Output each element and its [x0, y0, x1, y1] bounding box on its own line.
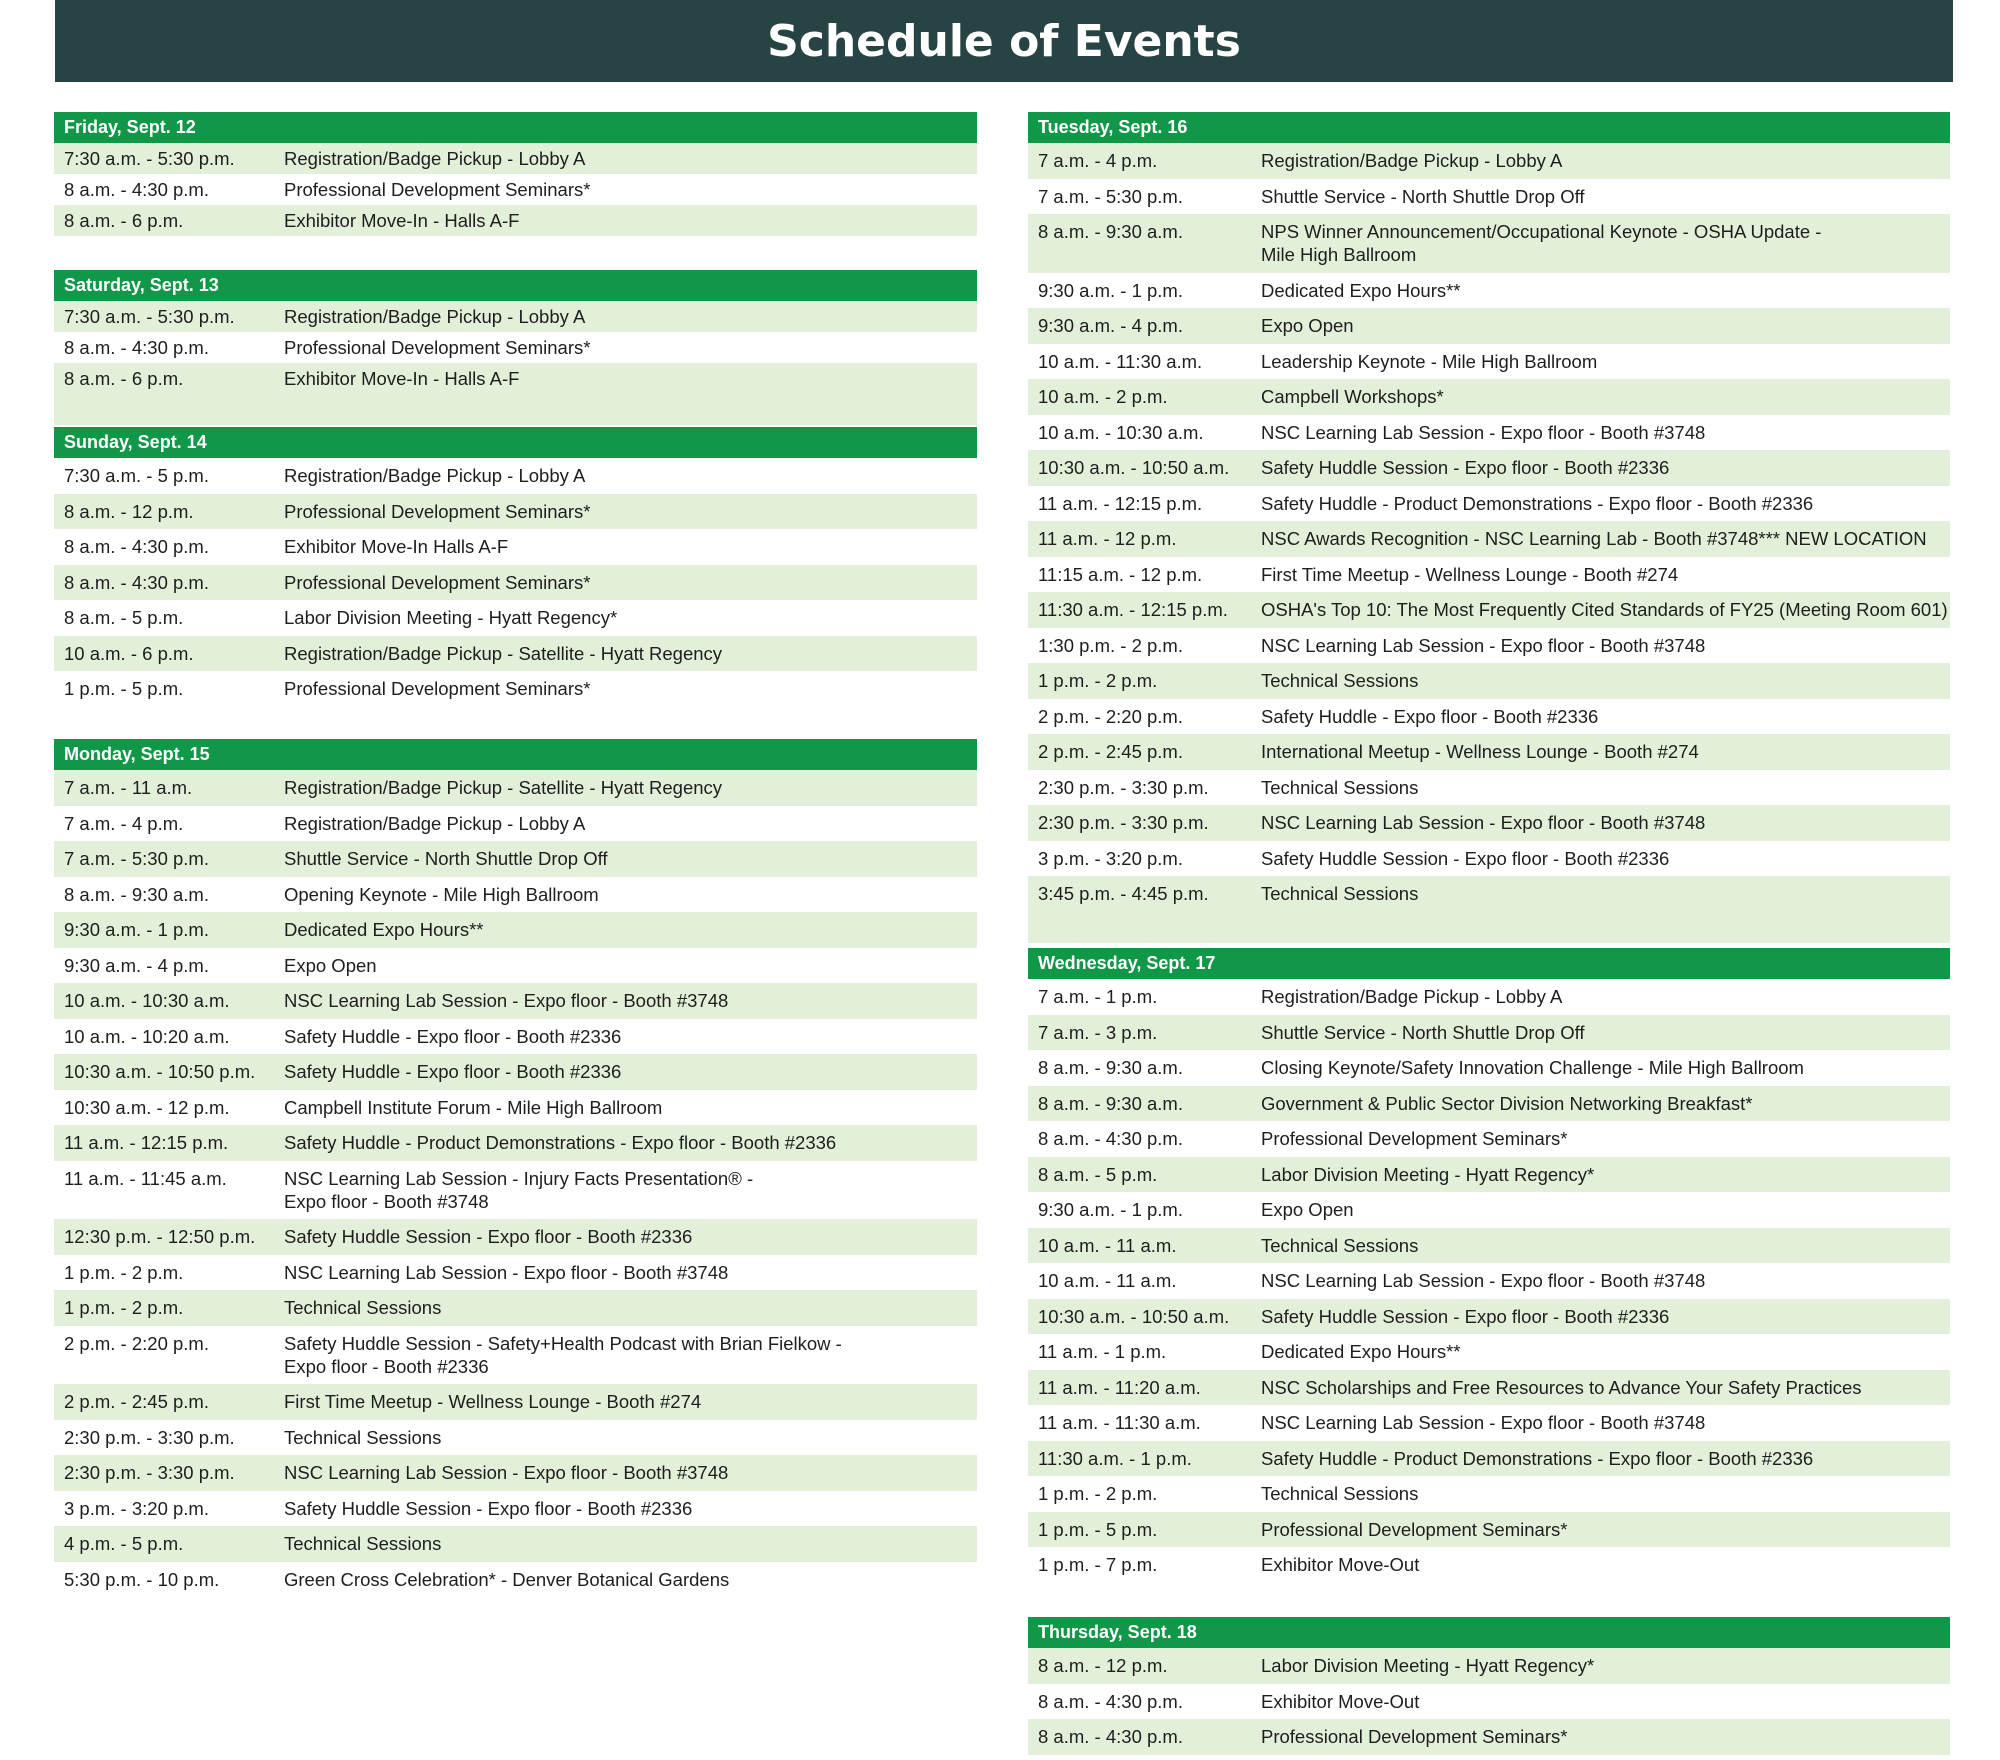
event-time: 10 a.m. - 11 a.m.: [1038, 1234, 1177, 1256]
event-time: 1 p.m. - 5 p.m.: [1038, 1518, 1158, 1540]
event-time: 2 p.m. - 2:45 p.m.: [64, 1391, 209, 1413]
schedule-row: [54, 332, 977, 363]
event-name: Technical Sessions: [284, 1297, 442, 1319]
schedule-row: [1028, 1476, 1950, 1512]
schedule-row: [54, 806, 977, 842]
event-time: 8 a.m. - 9:30 a.m.: [64, 883, 209, 905]
schedule-row: [54, 205, 977, 236]
event-name: Safety Huddle Session - Expo floor - Booth #2336: [1261, 847, 1670, 869]
schedule-row: [54, 494, 977, 530]
day-section: [1028, 948, 1950, 1583]
event-time: 1 p.m. - 2 p.m.: [64, 1297, 184, 1319]
event-time: 3 p.m. - 3:20 p.m.: [64, 1497, 209, 1519]
event-name: Shuttle Service - North Shuttle Drop Off: [1261, 1021, 1585, 1043]
event-name: Government & Public Sector Division Networking Breakfast*: [1261, 1092, 1753, 1114]
schedule-row: [54, 1562, 977, 1598]
event-time: 2 p.m. - 2:45 p.m.: [1038, 741, 1183, 763]
schedule-row: [1028, 379, 1950, 415]
schedule-row: [54, 1384, 977, 1420]
schedule-row: [1028, 344, 1950, 380]
schedule-row: [1028, 179, 1950, 215]
event-name: Exhibitor Move-In Halls A-F: [284, 536, 509, 558]
event-time: 11:30 a.m. - 1 p.m.: [1038, 1447, 1192, 1469]
event-time: 9:30 a.m. - 1 p.m.: [64, 919, 209, 941]
day-section: [54, 112, 977, 236]
event-time: 9:30 a.m. - 4 p.m.: [1038, 315, 1183, 337]
event-time: 10 a.m. - 2 p.m.: [1038, 386, 1168, 408]
event-time: 9:30 a.m. - 4 p.m.: [64, 954, 209, 976]
schedule-row: [1028, 1512, 1950, 1548]
schedule-row: [54, 174, 977, 205]
event-name: Safety Huddle - Product Demonstrations - Expo floor - Booth #2336: [1261, 1447, 1814, 1469]
schedule-row: [1028, 1228, 1950, 1264]
event-time: 11 a.m. - 12:15 p.m.: [1038, 492, 1203, 514]
event-time: 9:30 a.m. - 1 p.m.: [1038, 279, 1183, 301]
event-time: 2:30 p.m. - 3:30 p.m.: [64, 1462, 235, 1484]
schedule-row: [54, 565, 977, 601]
event-name: Leadership Keynote - Mile High Ballroom: [1261, 350, 1598, 372]
event-name: Technical Sessions: [1261, 670, 1419, 692]
event-name: Registration/Badge Pickup - Lobby A: [284, 465, 586, 487]
event-name: Labor Division Meeting - Hyatt Regency*: [1261, 1655, 1595, 1677]
schedule-row: [54, 841, 977, 877]
event-name: Registration/Badge Pickup - Lobby A: [1261, 150, 1563, 172]
schedule-row: [54, 770, 977, 806]
event-name: Professional Development Seminars*: [284, 571, 591, 593]
schedule-row: [1028, 1719, 1950, 1755]
schedule-row: [1028, 979, 1950, 1015]
event-time: 5:30 p.m. - 10 p.m.: [64, 1568, 220, 1590]
event-time: 7 a.m. - 5:30 p.m.: [1038, 185, 1183, 207]
schedule-row: [1028, 876, 1950, 912]
schedule-row: [1028, 521, 1950, 557]
event-name: Dedicated Expo Hours**: [284, 919, 484, 941]
event-name: Exhibitor Move-Out: [1261, 1554, 1420, 1576]
event-time: 7 a.m. - 4 p.m.: [64, 812, 184, 834]
event-name: NSC Learning Lab Session - Injury Facts Presentation® - Expo floor - Booth #3748: [284, 1167, 754, 1212]
event-time: 7 a.m. - 4 p.m.: [1038, 150, 1158, 172]
schedule-row: [54, 1219, 977, 1255]
schedule-row: [1028, 557, 1950, 593]
event-time: 10:30 a.m. - 10:50 a.m.: [1038, 1305, 1230, 1327]
event-time: 10 a.m. - 11:30 a.m.: [1038, 350, 1203, 372]
event-time: 7 a.m. - 1 p.m.: [1038, 986, 1158, 1008]
event-name: NSC Learning Lab Session - Expo floor - Booth #3748: [1261, 812, 1706, 834]
schedule-row: [1028, 308, 1950, 344]
event-time: 8 a.m. - 12 p.m.: [1038, 1655, 1168, 1677]
event-time: 12:30 p.m. - 12:50 p.m.: [64, 1226, 256, 1248]
event-time: 3:45 p.m. - 4:45 p.m.: [1038, 883, 1209, 905]
event-name: Exhibitor Move-In - Halls A-F: [284, 368, 520, 389]
event-time: 8 a.m. - 4:30 p.m.: [64, 179, 209, 200]
day-section: [1028, 112, 1950, 943]
event-name: Safety Huddle Session - Safety+Health Podcast with Brian Fielkow - Expo floor - Booth #2336: [284, 1332, 842, 1377]
event-time: 11:30 a.m. - 12:15 p.m.: [1038, 599, 1228, 621]
event-time: 8 a.m. - 6 p.m.: [64, 368, 184, 389]
event-time: 1 p.m. - 5 p.m.: [64, 678, 184, 700]
event-name: Dedicated Expo Hours**: [1261, 279, 1461, 301]
event-name: Opening Keynote - Mile High Ballroom: [284, 883, 599, 905]
schedule-row: [54, 143, 977, 174]
event-time: 2:30 p.m. - 3:30 p.m.: [1038, 812, 1209, 834]
schedule-row: [54, 600, 977, 636]
event-time: 8 a.m. - 4:30 p.m.: [1038, 1690, 1183, 1712]
event-time: 7 a.m. - 5:30 p.m.: [64, 848, 209, 870]
event-name: Safety Huddle - Expo floor - Booth #2336: [284, 1025, 622, 1047]
event-name: Technical Sessions: [284, 1426, 442, 1448]
day-header: Sunday, Sept. 14: [54, 427, 977, 458]
event-name: Closing Keynote/Safety Innovation Challenge - Mile High Ballroom: [1261, 1057, 1804, 1079]
event-time: 2 p.m. - 2:20 p.m.: [64, 1332, 209, 1354]
schedule-row: [54, 983, 977, 1019]
event-time: 11:15 a.m. - 12 p.m.: [1038, 563, 1203, 585]
event-name: NSC Scholarships and Free Resources to Advance Your Safety Practices: [1261, 1376, 1862, 1398]
event-time: 8 a.m. - 4:30 p.m.: [1038, 1726, 1183, 1748]
schedule-row: [1028, 699, 1950, 735]
spacer-row: [1028, 912, 1950, 943]
schedule-row: [1028, 628, 1950, 664]
schedule-row: [1028, 734, 1950, 770]
schedule-row: [1028, 1121, 1950, 1157]
day-section: [1028, 1617, 1950, 1755]
schedule-row: [54, 1526, 977, 1562]
event-name: Registration/Badge Pickup - Lobby A: [284, 306, 586, 327]
schedule-row: [54, 1161, 977, 1220]
event-name: Technical Sessions: [1261, 883, 1419, 905]
event-time: 10 a.m. - 6 p.m.: [64, 642, 194, 664]
event-time: 1:30 p.m. - 2 p.m.: [1038, 634, 1183, 656]
schedule-row: [1028, 143, 1950, 179]
event-name: Safety Huddle Session - Expo floor - Booth #2336: [284, 1226, 693, 1248]
event-time: 8 a.m. - 6 p.m.: [64, 210, 184, 231]
event-name: Safety Huddle Session - Expo floor - Booth #2336: [284, 1497, 693, 1519]
schedule-row: [1028, 486, 1950, 522]
schedule-row: [54, 1326, 977, 1385]
event-time: 10 a.m. - 10:30 a.m.: [64, 990, 230, 1012]
event-name: Shuttle Service - North Shuttle Drop Off: [284, 848, 608, 870]
event-time: 10 a.m. - 11 a.m.: [1038, 1270, 1177, 1292]
event-name: Registration/Badge Pickup - Lobby A: [284, 148, 586, 169]
event-name: Green Cross Celebration* - Denver Botanical Gardens: [284, 1568, 730, 1590]
event-time: 1 p.m. - 7 p.m.: [1038, 1554, 1158, 1576]
event-time: 8 a.m. - 5 p.m.: [64, 607, 184, 629]
event-name: OSHA's Top 10: The Most Frequently Cited Standards of FY25 (Meeting Room 601): [1261, 599, 1948, 621]
schedule-row: [54, 1090, 977, 1126]
event-name: Safety Huddle Session - Expo floor - Booth #2336: [1261, 1305, 1670, 1327]
schedule-row: [1028, 1050, 1950, 1086]
schedule-row: [1028, 1334, 1950, 1370]
event-time: 11 a.m. - 11:30 a.m.: [1038, 1412, 1201, 1434]
event-name: NSC Learning Lab Session - Expo floor - Booth #3748: [1261, 421, 1706, 443]
schedule-row: [54, 1290, 977, 1326]
schedule-row: [54, 877, 977, 913]
event-name: Campbell Institute Forum - Mile High Ballroom: [284, 1096, 663, 1118]
event-time: 7:30 a.m. - 5 p.m.: [64, 465, 209, 487]
event-time: 2:30 p.m. - 3:30 p.m.: [1038, 776, 1209, 798]
event-name: Technical Sessions: [1261, 1483, 1419, 1505]
event-time: 10 a.m. - 10:20 a.m.: [64, 1025, 230, 1047]
event-time: 8 a.m. - 4:30 p.m.: [64, 337, 209, 358]
event-name: Technical Sessions: [1261, 1234, 1419, 1256]
schedule-row: [1028, 1648, 1950, 1684]
schedule-row: [54, 912, 977, 948]
schedule-row: [54, 1255, 977, 1291]
event-time: 4 p.m. - 5 p.m.: [64, 1533, 184, 1555]
schedule-row: [1028, 273, 1950, 309]
schedule-row: [1028, 1547, 1950, 1583]
event-name: Campbell Workshops*: [1261, 386, 1444, 408]
event-time: 8 a.m. - 9:30 a.m.: [1038, 1057, 1183, 1079]
event-name: Professional Development Seminars*: [1261, 1128, 1568, 1150]
schedule-row: [1028, 415, 1950, 451]
schedule-row: [54, 1054, 977, 1090]
event-name: Professional Development Seminars*: [284, 179, 591, 200]
event-name: Exhibitor Move-In - Halls A-F: [284, 210, 520, 231]
day-header: Tuesday, Sept. 16: [1028, 112, 1950, 143]
event-name: Expo Open: [1261, 1199, 1354, 1221]
event-time: 10:30 a.m. - 10:50 p.m.: [64, 1061, 256, 1083]
event-time: 10:30 a.m. - 12 p.m.: [64, 1096, 230, 1118]
schedule-row: [54, 1420, 977, 1456]
event-name: Safety Huddle - Expo floor - Booth #2336: [284, 1061, 622, 1083]
spacer-row: [54, 394, 977, 425]
event-time: 8 a.m. - 4:30 p.m.: [64, 571, 209, 593]
event-time: 8 a.m. - 4:30 p.m.: [64, 536, 209, 558]
event-time: 7 a.m. - 3 p.m.: [1038, 1021, 1158, 1043]
day-section: [54, 427, 977, 707]
event-time: 8 a.m. - 12 p.m.: [64, 500, 194, 522]
event-name: Registration/Badge Pickup - Lobby A: [284, 812, 586, 834]
event-time: 2:30 p.m. - 3:30 p.m.: [64, 1426, 235, 1448]
event-name: Exhibitor Move-Out: [1261, 1690, 1420, 1712]
event-name: Registration/Badge Pickup - Satellite - Hyatt Regency: [284, 642, 723, 664]
event-name: Shuttle Service - North Shuttle Drop Off: [1261, 185, 1585, 207]
day-header: Friday, Sept. 12: [54, 112, 977, 143]
event-name: First Time Meetup - Wellness Lounge - Booth #274: [1261, 563, 1679, 585]
event-name: Registration/Badge Pickup - Lobby A: [1261, 986, 1563, 1008]
event-time: 3 p.m. - 3:20 p.m.: [1038, 847, 1183, 869]
schedule-row: [1028, 1192, 1950, 1228]
day-header: Thursday, Sept. 18: [1028, 1617, 1950, 1648]
event-time: 11 a.m. - 1 p.m.: [1038, 1341, 1167, 1363]
schedule-row: [1028, 450, 1950, 486]
event-name: First Time Meetup - Wellness Lounge - Booth #274: [284, 1391, 702, 1413]
schedule-row: [54, 948, 977, 984]
schedule-row: [1028, 1299, 1950, 1335]
event-name: International Meetup - Wellness Lounge - Booth #274: [1261, 741, 1699, 763]
schedule-row: [1028, 1157, 1950, 1193]
schedule-row: [1028, 1405, 1950, 1441]
day-header: Monday, Sept. 15: [54, 739, 977, 770]
event-name: Professional Development Seminars*: [284, 500, 591, 522]
event-time: 7 a.m. - 11 a.m.: [64, 777, 193, 799]
schedule-row: [54, 1019, 977, 1055]
schedule-row: [1028, 805, 1950, 841]
schedule-row: [54, 1491, 977, 1527]
schedule-row: [1028, 214, 1950, 273]
schedule-row: [54, 363, 977, 394]
event-name: Safety Huddle Session - Expo floor - Booth #2336: [1261, 457, 1670, 479]
schedule-row: [54, 671, 977, 707]
event-time: 9:30 a.m. - 1 p.m.: [1038, 1199, 1183, 1221]
event-time: 8 a.m. - 9:30 a.m.: [1038, 221, 1183, 243]
schedule-row: [1028, 1086, 1950, 1122]
event-time: 11 a.m. - 12:15 p.m.: [64, 1132, 229, 1154]
event-name: NSC Learning Lab Session - Expo floor - Booth #3748: [1261, 1412, 1706, 1434]
event-name: Professional Development Seminars*: [1261, 1518, 1568, 1540]
schedule-row: [54, 301, 977, 332]
day-section: [54, 739, 977, 1597]
event-name: Expo Open: [284, 954, 377, 976]
event-time: 11 a.m. - 11:20 a.m.: [1038, 1376, 1201, 1398]
event-name: NPS Winner Announcement/Occupational Keynote - OSHA Update - Mile High Ballroom: [1261, 221, 1822, 266]
event-name: Labor Division Meeting - Hyatt Regency*: [284, 607, 618, 629]
event-name: Technical Sessions: [284, 1533, 442, 1555]
event-time: 8 a.m. - 4:30 p.m.: [1038, 1128, 1183, 1150]
event-time: 1 p.m. - 2 p.m.: [1038, 1483, 1158, 1505]
event-name: Professional Development Seminars*: [284, 678, 591, 700]
event-name: Labor Division Meeting - Hyatt Regency*: [1261, 1163, 1595, 1185]
event-time: 7:30 a.m. - 5:30 p.m.: [64, 306, 235, 327]
schedule-row: [54, 1125, 977, 1161]
schedule-row: [54, 458, 977, 494]
event-name: NSC Awards Recognition - NSC Learning Lab - Booth #3748*** NEW LOCATION: [1261, 528, 1927, 550]
day-header: Wednesday, Sept. 17: [1028, 948, 1950, 979]
event-time: 8 a.m. - 5 p.m.: [1038, 1163, 1158, 1185]
event-name: NSC Learning Lab Session - Expo floor - Booth #3748: [284, 1261, 729, 1283]
event-name: NSC Learning Lab Session - Expo floor - Booth #3748: [284, 990, 729, 1012]
schedule-row: [54, 636, 977, 672]
event-name: NSC Learning Lab Session - Expo floor - Booth #3748: [284, 1462, 729, 1484]
event-time: 1 p.m. - 2 p.m.: [1038, 670, 1158, 692]
event-name: Dedicated Expo Hours**: [1261, 1341, 1461, 1363]
event-name: Professional Development Seminars*: [1261, 1726, 1568, 1748]
schedule-row: [54, 1455, 977, 1491]
event-name: NSC Learning Lab Session - Expo floor - Booth #3748: [1261, 1270, 1706, 1292]
schedule-row: [1028, 1263, 1950, 1299]
schedule-row: [54, 529, 977, 565]
event-time: 2 p.m. - 2:20 p.m.: [1038, 705, 1183, 727]
schedule-row: [1028, 592, 1950, 628]
event-name: NSC Learning Lab Session - Expo floor - Booth #3748: [1261, 634, 1706, 656]
event-time: 11 a.m. - 11:45 a.m.: [64, 1167, 227, 1189]
event-time: 10 a.m. - 10:30 a.m.: [1038, 421, 1204, 443]
event-name: Expo Open: [1261, 315, 1354, 337]
event-time: 8 a.m. - 9:30 a.m.: [1038, 1092, 1183, 1114]
schedule-row: [1028, 1015, 1950, 1051]
event-time: 1 p.m. - 2 p.m.: [64, 1261, 184, 1283]
schedule-row: [1028, 770, 1950, 806]
event-name: Professional Development Seminars*: [284, 337, 591, 358]
day-header: Saturday, Sept. 13: [54, 270, 977, 301]
schedule-row: [1028, 663, 1950, 699]
schedule-row: [1028, 1684, 1950, 1720]
event-name: Safety Huddle - Product Demonstrations - Expo floor - Booth #2336: [1261, 492, 1814, 514]
event-name: Safety Huddle - Expo floor - Booth #2336: [1261, 705, 1599, 727]
event-time: 7:30 a.m. - 5:30 p.m.: [64, 148, 235, 169]
day-section: [54, 270, 977, 425]
page-title: Schedule of Events: [55, 0, 1953, 82]
event-name: Technical Sessions: [1261, 776, 1419, 798]
schedule-row: [1028, 1441, 1950, 1477]
event-time: 10:30 a.m. - 10:50 a.m.: [1038, 457, 1230, 479]
event-name: Registration/Badge Pickup - Satellite - Hyatt Regency: [284, 777, 723, 799]
schedule-row: [1028, 841, 1950, 877]
event-time: 11 a.m. - 12 p.m.: [1038, 528, 1177, 550]
schedule-row: [1028, 1370, 1950, 1406]
event-name: Safety Huddle - Product Demonstrations - Expo floor - Booth #2336: [284, 1132, 837, 1154]
